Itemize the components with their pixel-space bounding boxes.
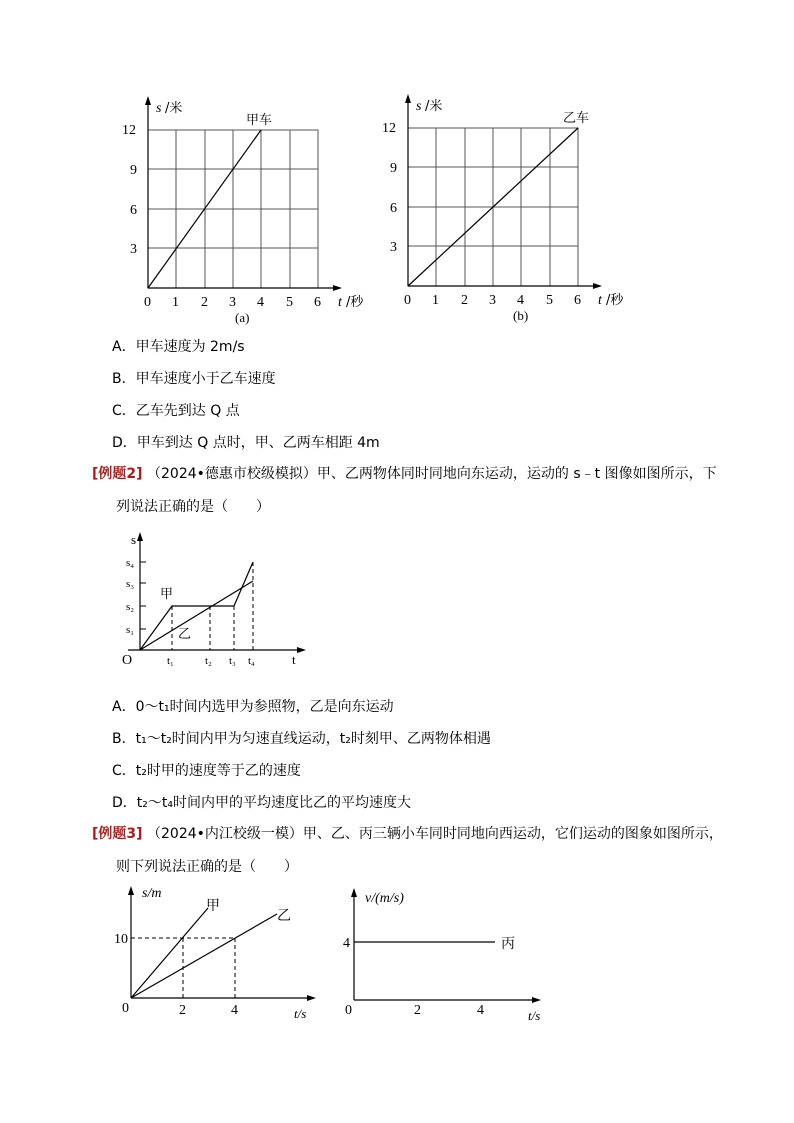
q1-option-c: C．乙车先到达 Q 点 — [112, 403, 240, 419]
q2-figure — [110, 528, 310, 673]
q3-st-x-tick: 0 — [122, 1001, 129, 1016]
q2-option-b: B．t₁～t₂时间内甲为匀速直线运动，t₂时刻甲、乙两物体相遇 — [112, 731, 491, 747]
graph-b-y-tick: 3 — [390, 240, 397, 255]
q3-st-x-label: t/s — [294, 1006, 307, 1021]
graph-b-y-tick: 12 — [382, 121, 396, 136]
q2-x-label-t3: t₃ — [229, 655, 236, 667]
graph-a-x-label: t — [338, 295, 342, 310]
graph-a-x-tick: 6 — [314, 295, 321, 310]
graph-b-x-tick: 2 — [461, 293, 468, 308]
q3-line-yi — [131, 914, 277, 998]
q3-vt-label-bing: 丙 — [501, 936, 515, 952]
graph-b — [370, 90, 640, 325]
q2-axis-t: t — [292, 652, 296, 667]
q3-vt-y-tick: 4 — [343, 936, 350, 951]
q2-line-yi — [140, 581, 253, 650]
graph-a-y-tick: 12 — [122, 123, 136, 138]
q3-graph-st — [110, 880, 330, 1025]
graph-b-x-tick: 3 — [489, 293, 496, 308]
q2-x-label-t2: t₂ — [205, 655, 212, 667]
q3-vt-x-tick: 2 — [414, 1003, 421, 1018]
graph-a-y-tick: 9 — [130, 163, 137, 178]
q3-line-jia — [131, 908, 208, 998]
q1-option-d: D．甲车到达 Q 点时，甲、乙两车相距 4m — [112, 435, 380, 451]
graph-a-x-unit: /秒 — [346, 295, 364, 310]
q2-y-label-s2: s₂ — [126, 601, 135, 613]
q3-st-x-tick: 2 — [179, 1003, 186, 1018]
graph-a-caption: (a) — [235, 310, 250, 325]
q2-y-label-s1: s₁ — [126, 624, 135, 636]
graph-a-y-tick: 3 — [130, 242, 137, 257]
q3-stem-line2: 则下列说法正确的是（ ） — [116, 859, 298, 875]
q2-stem-text: （2024•德惠市校级模拟）甲、乙两物体同时同地向东运动，运动的 s﹣t 图像如图所示，下 — [147, 466, 717, 482]
q2-y-label-s3: s₃ — [126, 578, 135, 590]
graph-a-line-label: 甲车 — [246, 113, 273, 128]
graph-a-x-tick: 0 — [144, 295, 151, 310]
q3-vt-x-tick: 0 — [345, 1003, 352, 1018]
graph-b-x-tick: 5 — [546, 293, 553, 308]
q1-option-b: B．甲车速度小于乙车速度 — [112, 371, 276, 387]
q3-st-y-label: s/m — [142, 886, 162, 901]
graph-a-x-tick: 5 — [286, 295, 293, 310]
graph-b-x-label: t — [598, 293, 602, 308]
graph-b-y-tick: 9 — [390, 161, 397, 176]
q2-line-jia — [140, 562, 253, 650]
graph-b-y-unit: /米 — [425, 99, 443, 114]
q3-vt-x-label: t/s — [528, 1008, 541, 1023]
q3-st-label-jia: 甲 — [206, 898, 220, 914]
q3-st-label-yi: 乙 — [277, 908, 291, 924]
q3-stem-line1 — [92, 823, 723, 843]
graph-b-x-tick: 6 — [574, 293, 581, 308]
graph-a-grid — [148, 130, 318, 288]
graph-b-line-label: 乙车 — [563, 111, 590, 126]
q2-origin: O — [122, 653, 133, 668]
q1-option-a: A．甲车速度为 2m/s — [112, 339, 245, 355]
q2-x-label-t1: t₁ — [167, 655, 174, 667]
graph-b-x-unit: /秒 — [606, 293, 624, 308]
graph-b-caption: (b) — [513, 308, 529, 323]
q3-vt-x-tick: 4 — [477, 1003, 484, 1018]
q2-option-a: A．0～t₁时间内选甲为参照物，乙是向东运动 — [112, 699, 394, 715]
q2-label-yi: 乙 — [178, 627, 192, 642]
q2-stem-line1 — [92, 463, 717, 483]
q2-stem-line2: 列说法正确的是（ ） — [116, 499, 270, 515]
q3-vt-y-label: v/(m/s) — [365, 891, 404, 906]
graph-a-x-tick: 2 — [201, 295, 208, 310]
graph-a-x-tick: 3 — [229, 295, 236, 310]
graph-a-x-tick: 1 — [172, 295, 179, 310]
graph-a-y-unit: /米 — [165, 101, 183, 116]
q3-st-x-tick: 4 — [231, 1003, 238, 1018]
q2-option-d: D．t₂～t₄时间内甲的平均速度比乙的平均速度大 — [112, 795, 411, 811]
graph-a — [110, 92, 380, 327]
q3-st-y-tick: 10 — [114, 932, 128, 947]
q2-option-c: C．t₂时甲的速度等于乙的速度 — [112, 763, 301, 779]
graph-b-y-label: s — [416, 99, 422, 114]
q2-x-label-t4: t₄ — [248, 655, 255, 667]
graph-b-x-tick: 0 — [404, 293, 411, 308]
q2-label-jia: 甲 — [160, 587, 174, 602]
q3-graph-vt — [335, 882, 550, 1027]
q3-stem-text: （2024•内江校级一模）甲、乙、丙三辆小车同时同地向西运动，它们运动的图象如图所示， — [147, 826, 723, 842]
graph-b-x-tick: 4 — [517, 293, 524, 308]
q2-y-label-s4: s₄ — [126, 557, 135, 569]
graph-b-x-tick: 1 — [432, 293, 439, 308]
graph-b-y-tick: 6 — [390, 201, 397, 216]
graph-a-y-tick: 6 — [130, 203, 137, 218]
q2-tag: [例题2] — [92, 466, 143, 482]
graph-a-y-label: s — [156, 101, 162, 116]
q3-tag: [例题3] — [92, 826, 143, 842]
graph-a-x-tick: 4 — [257, 295, 264, 310]
q2-axis-s: s — [131, 532, 137, 547]
